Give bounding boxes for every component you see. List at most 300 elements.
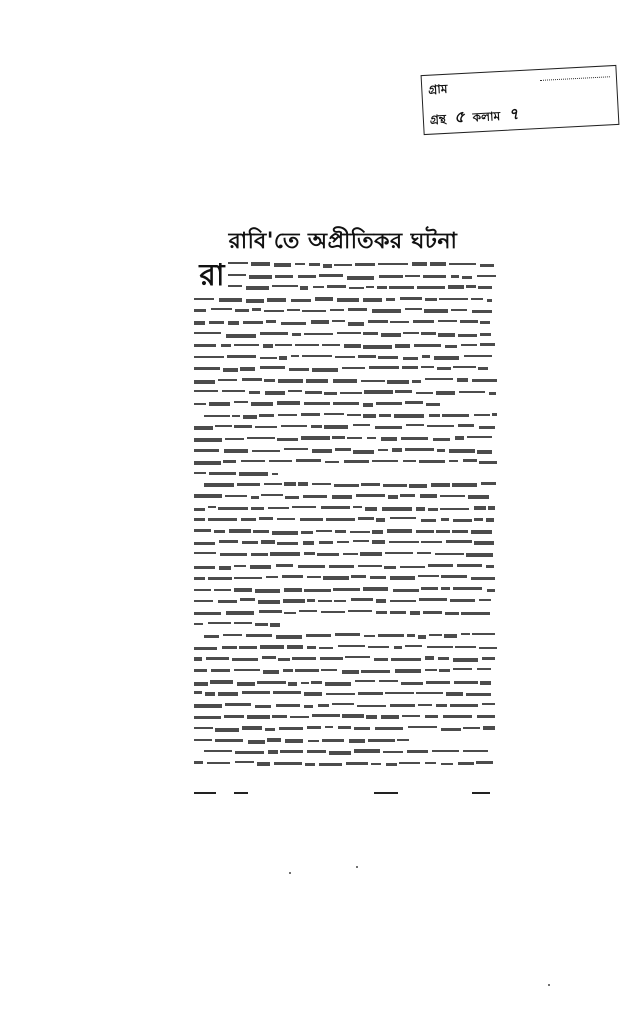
stamp-handwritten-column: ৭ — [507, 104, 520, 124]
body-text-segment — [249, 275, 272, 279]
body-text-segment — [344, 460, 369, 463]
body-text-segment — [366, 286, 374, 288]
body-text-segment — [395, 669, 421, 673]
body-text-segment — [272, 285, 298, 287]
body-text-segment — [438, 333, 455, 337]
body-text-segment — [194, 344, 216, 347]
body-text-segment — [323, 576, 349, 580]
body-text-segment — [452, 530, 468, 533]
body-text-segment — [459, 391, 485, 393]
article-dropcap: রা — [199, 258, 225, 293]
body-text-segment — [277, 401, 300, 405]
body-text-segment — [477, 450, 492, 454]
body-text-segment — [483, 726, 495, 730]
body-text-segment — [270, 623, 280, 627]
body-text-segment — [486, 565, 494, 568]
body-text-segment — [457, 378, 468, 382]
body-text-segment — [390, 321, 409, 323]
body-text-segment — [326, 693, 355, 695]
body-text-segment — [255, 426, 277, 428]
body-text-segment — [274, 263, 291, 267]
body-text-segment — [449, 460, 458, 462]
body-text-segment — [278, 658, 290, 661]
body-text-segment — [429, 634, 442, 636]
body-text-segment — [368, 739, 395, 742]
body-text-segment — [325, 726, 333, 728]
body-text-segment — [194, 403, 206, 405]
body-text-segment — [333, 379, 357, 383]
body-text-segment — [304, 402, 330, 405]
body-text-segment — [409, 484, 427, 488]
body-text-segment — [420, 494, 437, 498]
body-text-segment — [429, 414, 440, 417]
body-text-segment — [340, 392, 362, 394]
body-text-segment — [219, 298, 242, 302]
body-text-segment — [474, 518, 483, 521]
body-text-segment — [255, 589, 280, 593]
body-text-segment — [194, 332, 221, 334]
body-text-segment — [240, 598, 255, 601]
body-text-segment — [242, 726, 262, 730]
body-text-segment — [194, 647, 217, 650]
body-text-segment — [265, 391, 285, 395]
body-text-segment — [361, 483, 380, 486]
body-text-segment — [400, 297, 422, 300]
body-text-segment — [421, 366, 434, 368]
body-text-segment — [386, 298, 395, 301]
body-text-segment — [476, 761, 493, 764]
body-text-segment — [325, 461, 339, 463]
body-text-segment — [285, 496, 299, 499]
body-text-segment — [194, 682, 208, 686]
body-text-segment — [322, 739, 344, 742]
body-text-segment — [303, 495, 327, 498]
body-text-segment — [277, 542, 298, 545]
body-text-segment — [375, 426, 402, 429]
body-text-segment — [443, 715, 472, 718]
body-text-segment — [317, 553, 339, 556]
body-text-segment — [390, 600, 416, 602]
body-text-segment — [218, 379, 237, 381]
body-text-segment — [220, 553, 247, 556]
body-text-segment — [301, 682, 309, 684]
body-text-segment — [301, 436, 330, 440]
body-text-segment — [480, 343, 495, 346]
body-text-segment — [492, 413, 497, 416]
body-text-segment — [224, 715, 244, 718]
body-text-segment — [257, 681, 286, 684]
body-text-segment — [337, 298, 359, 302]
body-text-segment — [430, 262, 446, 266]
body-text-segment — [425, 298, 437, 301]
body-text-segment — [278, 379, 303, 383]
body-text-segment — [489, 392, 496, 395]
body-text-segment — [351, 598, 373, 601]
body-text-segment — [402, 366, 418, 369]
body-text-segment — [463, 727, 480, 729]
body-text-segment — [455, 436, 464, 440]
body-text-segment — [208, 506, 216, 508]
body-text-segment — [307, 646, 316, 649]
body-text-segment — [358, 692, 383, 695]
body-text-segment — [335, 448, 351, 451]
body-text-segment — [264, 310, 284, 312]
body-text-segment — [251, 496, 259, 499]
body-text-segment — [384, 566, 396, 569]
body-text-segment — [381, 437, 397, 441]
body-text-segment — [412, 380, 421, 383]
body-text-segment — [296, 459, 321, 462]
stamp-label-left: গ্রন্থ — [429, 111, 447, 127]
body-text-segment — [243, 321, 263, 324]
body-text-segment — [425, 669, 437, 671]
body-text-segment — [441, 728, 461, 731]
body-text-segment — [270, 552, 300, 556]
body-text-segment — [284, 588, 302, 592]
body-text-segment — [478, 367, 488, 370]
body-text-segment — [426, 681, 450, 684]
body-text-segment — [379, 275, 403, 278]
body-text-segment — [249, 391, 260, 394]
body-text-segment — [376, 599, 386, 603]
body-text-segment — [288, 390, 302, 392]
body-text-segment — [282, 575, 303, 578]
body-text-segment — [480, 264, 494, 267]
body-text-segment — [194, 449, 219, 452]
body-text-segment — [468, 495, 489, 499]
body-text-segment — [208, 577, 232, 580]
body-text-segment — [194, 356, 224, 358]
body-text-segment — [194, 438, 222, 442]
body-text-segment — [267, 298, 286, 302]
body-text-segment — [304, 333, 333, 335]
body-text-segment — [307, 750, 326, 753]
body-text-segment — [204, 635, 219, 638]
body-text-segment — [259, 610, 282, 613]
body-text-segment — [479, 461, 497, 464]
body-text-segment — [479, 599, 491, 601]
body-text-segment — [247, 715, 270, 719]
stamp-label-right: কলাম — [472, 109, 501, 125]
body-text-segment — [364, 390, 393, 394]
body-text-segment — [438, 657, 449, 660]
body-text-segment — [370, 576, 386, 579]
body-text-segment — [223, 368, 238, 372]
body-text-segment — [416, 507, 425, 511]
body-text-segment — [361, 380, 385, 382]
body-text-segment — [318, 600, 332, 602]
body-text-segment — [452, 483, 477, 487]
body-text-segment — [421, 332, 436, 335]
body-text-segment — [453, 658, 478, 662]
body-text-segment — [392, 448, 402, 452]
body-text-segment — [194, 761, 203, 764]
body-text-segment — [363, 298, 382, 302]
newspaper-clipping — [194, 214, 497, 804]
body-text-segment — [472, 633, 495, 635]
body-text-segment — [363, 414, 376, 418]
body-text-segment — [311, 681, 322, 684]
archive-stamp — [421, 65, 620, 135]
body-text-segment — [235, 309, 249, 312]
body-text-segment — [251, 553, 268, 556]
body-text-segment — [334, 484, 359, 487]
body-text-segment — [478, 286, 492, 289]
body-text-segment — [315, 297, 333, 301]
body-text-segment — [194, 600, 213, 602]
body-text-segment — [251, 262, 270, 266]
body-text-segment — [268, 750, 278, 754]
body-text-segment — [347, 414, 361, 416]
body-text-segment — [451, 275, 459, 278]
body-text-segment — [333, 588, 360, 591]
body-text-segment — [342, 367, 365, 369]
body-text-segment — [215, 425, 232, 427]
body-text-segment — [358, 565, 382, 567]
body-text-segment — [361, 670, 390, 673]
body-text-segment — [319, 647, 333, 649]
body-text-segment — [215, 728, 239, 732]
body-text-segment — [372, 530, 383, 534]
body-text-segment — [316, 530, 332, 532]
body-text-segment — [268, 507, 289, 509]
body-text-segment — [272, 473, 278, 475]
body-text-segment — [225, 495, 247, 497]
body-text-segment — [232, 658, 258, 661]
body-text-segment — [438, 320, 457, 322]
body-text-segment — [284, 612, 296, 614]
body-text-segment — [440, 495, 465, 497]
body-text-segment — [295, 263, 305, 265]
body-text-segment — [225, 703, 251, 706]
body-text-segment — [205, 692, 215, 696]
body-text-segment — [273, 691, 301, 694]
body-text-segment — [436, 704, 447, 707]
body-text-segment — [372, 309, 401, 313]
body-text-segment — [302, 355, 332, 357]
body-text-segment — [266, 320, 276, 323]
body-text-segment — [439, 298, 468, 300]
body-text-segment — [458, 762, 474, 765]
body-text-segment — [466, 285, 476, 288]
body-text-segment — [269, 460, 292, 462]
body-text-segment — [458, 334, 477, 337]
body-text-segment — [390, 611, 406, 614]
body-text-segment — [335, 633, 360, 636]
body-text-segment — [307, 726, 321, 729]
body-text-segment — [242, 541, 258, 544]
body-text-segment — [343, 553, 358, 555]
body-text-segment — [424, 309, 448, 313]
body-text-segment — [324, 392, 337, 395]
body-text-segment — [218, 600, 237, 603]
body-text-segment — [214, 530, 225, 533]
body-text-segment — [348, 322, 364, 326]
body-text-segment — [482, 657, 495, 660]
body-text-segment — [472, 310, 492, 313]
body-text-segment — [260, 332, 288, 335]
body-text-segment — [292, 333, 301, 336]
body-text-segment — [353, 424, 370, 426]
body-text-segment — [355, 680, 375, 682]
body-text-segment — [194, 657, 202, 661]
body-text-segment — [350, 531, 370, 533]
body-text-segment — [457, 564, 482, 567]
body-text-segment — [232, 415, 240, 417]
body-text-segment — [477, 275, 496, 277]
body-text-segment — [441, 763, 453, 765]
body-text-segment — [369, 366, 399, 369]
body-text-segment — [391, 658, 421, 661]
body-text-segment — [225, 438, 244, 440]
body-text-segment — [389, 541, 419, 543]
body-text-segment — [228, 274, 246, 276]
body-text-segment — [344, 344, 361, 348]
body-text-segment — [208, 518, 237, 521]
body-text-segment — [363, 587, 388, 591]
body-text-segment — [301, 531, 313, 534]
body-text-segment — [234, 565, 246, 567]
body-text-segment — [418, 635, 426, 639]
body-text-segment — [298, 482, 308, 486]
body-text-segment — [401, 437, 428, 440]
body-text-segment — [395, 344, 410, 348]
body-text-segment — [405, 645, 422, 647]
body-text-segment — [441, 518, 449, 521]
body-text-segment — [408, 726, 437, 728]
body-text-segment — [474, 541, 494, 545]
body-text-segment — [426, 403, 440, 406]
body-text-segment — [255, 623, 268, 626]
body-text-segment — [234, 588, 252, 592]
body-text-segment — [347, 276, 374, 280]
body-text-segment — [228, 321, 239, 325]
body-text-segment — [413, 320, 434, 323]
body-text-segment — [405, 275, 420, 277]
body-text-segment — [261, 494, 283, 496]
body-text-segment — [461, 612, 490, 615]
body-text-segment — [481, 482, 496, 485]
body-text-segment — [194, 552, 216, 554]
body-text-segment — [477, 715, 495, 718]
body-text-segment — [394, 646, 402, 649]
body-text-segment — [308, 740, 319, 742]
body-text-segment — [204, 415, 230, 417]
body-text-segment — [246, 299, 264, 303]
body-text-segment — [419, 598, 447, 601]
body-text-segment — [285, 739, 303, 743]
body-text-segment — [383, 751, 403, 753]
body-text-segment — [442, 414, 469, 417]
body-text-segment — [284, 482, 296, 486]
body-text-segment — [259, 414, 274, 417]
body-text-segment — [258, 600, 280, 604]
body-text-segment — [435, 553, 464, 555]
body-text-segment — [227, 355, 256, 358]
body-text-segment — [371, 763, 381, 765]
body-text-segment — [276, 704, 300, 707]
body-text-segment — [460, 320, 478, 323]
body-text-segment — [431, 483, 450, 487]
body-text-segment — [471, 577, 495, 580]
body-text-segment — [194, 716, 221, 719]
body-text-segment — [221, 344, 231, 347]
body-text-segment — [194, 298, 214, 300]
body-text-segment — [453, 668, 472, 670]
body-text-segment — [358, 355, 376, 358]
body-text-segment — [487, 299, 492, 302]
body-text-segment — [204, 750, 232, 752]
body-text-segment — [441, 587, 450, 590]
body-text-segment — [283, 669, 293, 672]
body-text-segment — [387, 380, 409, 384]
body-text-segment — [281, 425, 307, 427]
body-text-segment — [379, 414, 391, 417]
body-text-segment — [247, 437, 275, 439]
body-text-segment — [194, 309, 206, 312]
body-text-segment — [406, 424, 424, 426]
body-text-segment — [260, 366, 285, 369]
body-text-segment — [194, 704, 222, 708]
body-text-segment — [251, 507, 264, 510]
body-text-segment — [274, 762, 302, 765]
body-text-segment — [367, 437, 376, 439]
body-text-segment — [346, 762, 368, 765]
body-text-segment — [194, 589, 211, 591]
body-text-segment — [263, 670, 279, 674]
body-text-segment — [455, 646, 476, 648]
body-text-segment — [454, 681, 478, 684]
body-text-segment — [385, 552, 413, 554]
body-text-segment — [446, 692, 463, 696]
body-text-segment — [253, 530, 269, 533]
body-text-segment — [462, 276, 472, 279]
body-text-segment — [194, 612, 221, 615]
body-text-segment — [289, 368, 309, 371]
body-text-segment — [298, 275, 316, 278]
body-text-segment — [479, 647, 497, 649]
body-text-segment — [291, 299, 311, 302]
body-text-segment — [439, 669, 450, 672]
body-text-segment — [416, 692, 443, 694]
body-text-segment — [248, 740, 265, 744]
body-text-segment — [445, 612, 459, 615]
body-text-segment — [264, 379, 275, 382]
body-text-segment — [194, 727, 213, 729]
stamp-dotted-line — [540, 76, 610, 81]
body-text-segment — [206, 657, 229, 660]
body-text-segment — [372, 540, 385, 544]
body-text-segment — [449, 449, 475, 453]
body-text-segment — [363, 403, 373, 407]
body-text-segment — [414, 344, 441, 347]
body-text-segment — [437, 449, 445, 452]
body-text-segment — [387, 529, 412, 533]
body-text-segment — [421, 519, 436, 522]
body-text-segment — [239, 646, 257, 649]
body-text-segment — [208, 622, 231, 624]
body-text-segment — [335, 356, 355, 358]
stamp-label: গ্রাম — [427, 81, 448, 97]
body-text-segment — [394, 414, 424, 418]
body-text-segment — [255, 705, 271, 708]
body-text-segment — [304, 692, 322, 696]
body-text-segment — [393, 589, 419, 592]
body-text-segment — [226, 334, 256, 338]
body-text-segment — [463, 750, 488, 752]
body-text-segment — [363, 332, 378, 335]
body-text-segment — [207, 762, 230, 764]
